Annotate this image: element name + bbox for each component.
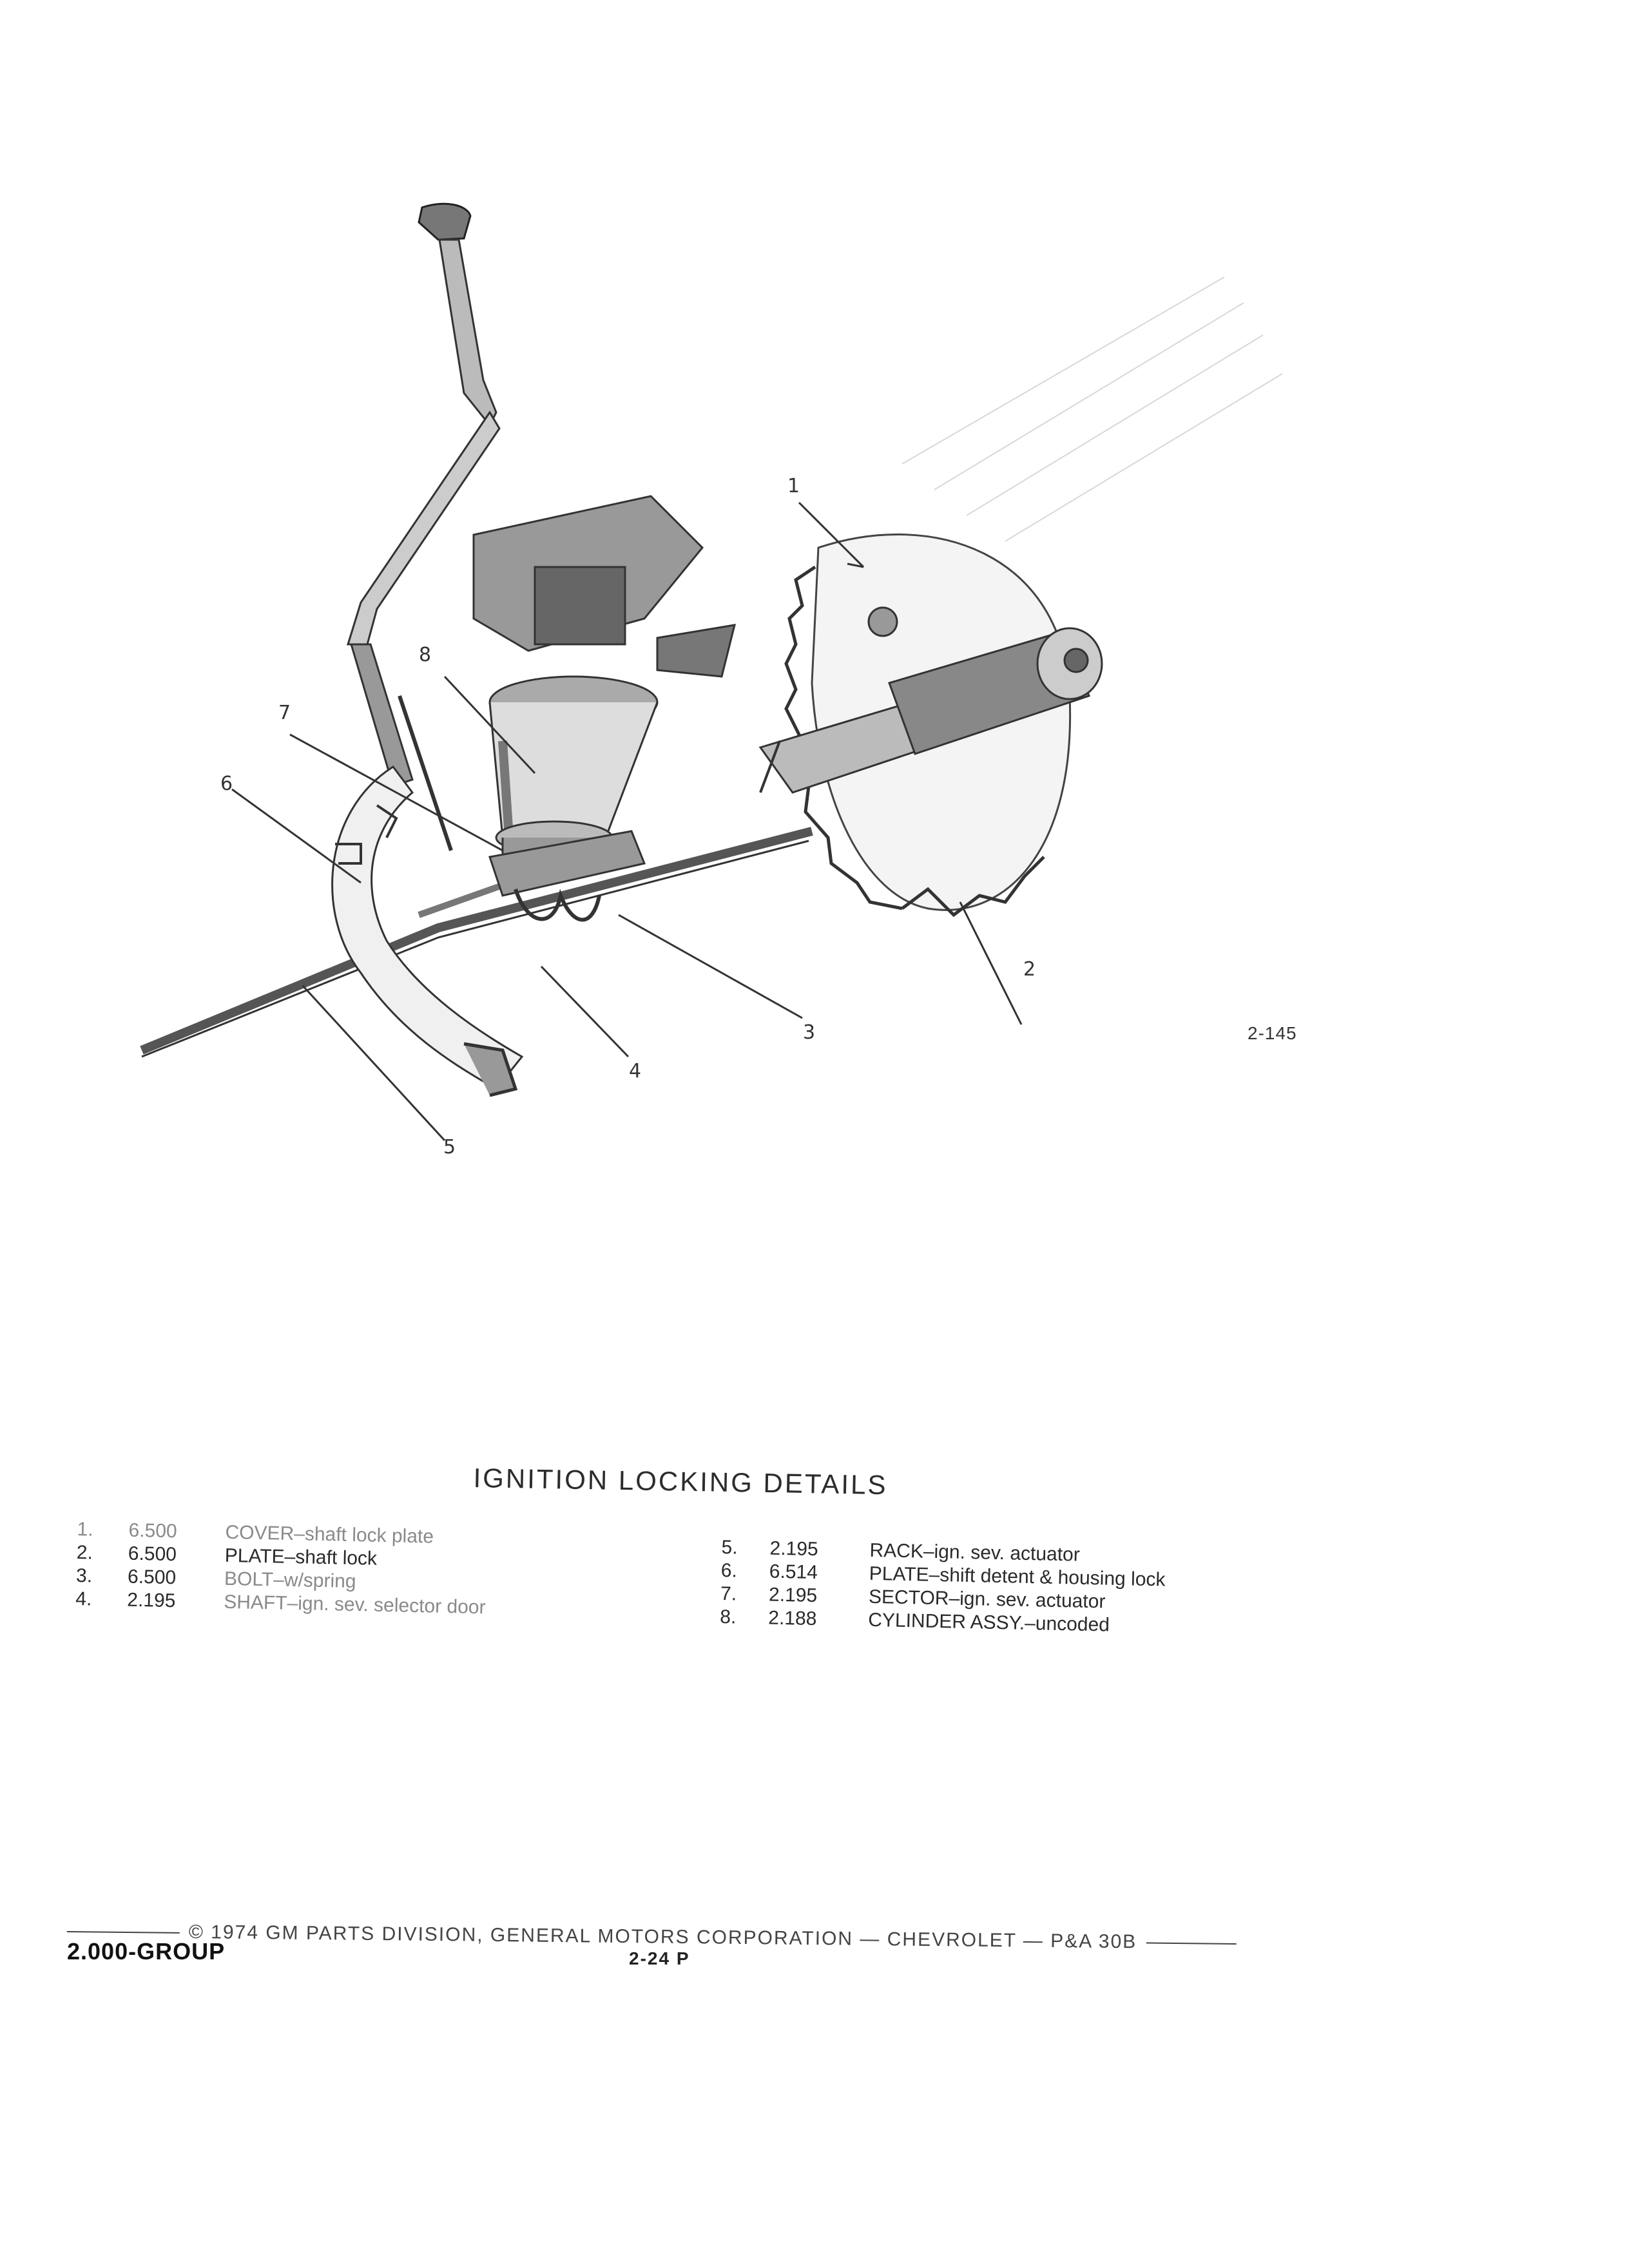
part-number: 2. xyxy=(76,1541,93,1564)
part-number: 3. xyxy=(75,1564,93,1587)
parts-list-left xyxy=(75,1518,487,1619)
part-number: 8. xyxy=(720,1606,737,1628)
figure-code: 2-145 xyxy=(1248,1023,1297,1043)
footer-rule-left xyxy=(67,1931,180,1934)
callout-8: 8 xyxy=(419,644,432,666)
part-description: PLATE–shift detent & housing lock xyxy=(869,1562,1166,1591)
part-description: SECTOR–ign. sev. actuator xyxy=(868,1586,1106,1613)
part-number: 1. xyxy=(77,1518,94,1541)
part-description: CYLINDER ASSY.–uncoded xyxy=(867,1609,1110,1636)
lock-cylinder xyxy=(474,496,735,876)
page-title: IGNITION LOCKING DETAILS xyxy=(473,1463,888,1501)
footer-group-label: 2.000-GROUP xyxy=(67,1938,226,1965)
part-description: PLATE–shaft lock xyxy=(224,1544,378,1570)
shift-lever xyxy=(348,204,499,850)
callout-1: 1 xyxy=(787,475,800,497)
part-group: 2.195 xyxy=(127,1589,176,1612)
part-group: 2.195 xyxy=(768,1584,818,1607)
callout-3: 3 xyxy=(803,1021,816,1044)
part-description: RACK–ign. sev. actuator xyxy=(869,1539,1081,1566)
part-description: SHAFT–ign. sev. selector door xyxy=(223,1591,486,1619)
part-number: 5. xyxy=(721,1536,738,1559)
actuator-rod xyxy=(142,831,812,1057)
part-number: 7. xyxy=(720,1582,737,1605)
part-group: 6.500 xyxy=(128,1542,177,1566)
callout-7: 7 xyxy=(278,702,291,724)
footer-page-number: 2-24 P xyxy=(629,1948,690,1968)
part-group: 6.514 xyxy=(769,1561,818,1584)
part-group: 2.188 xyxy=(768,1607,817,1630)
part-group: 6.500 xyxy=(127,1566,177,1589)
copyright-text: © 1974 GM PARTS DIVISION, GENERAL MOTORS CORPORATION — CHEVROLET — P&A 30B xyxy=(188,1921,1137,1953)
footer-rule-right xyxy=(1146,1943,1236,1945)
callout-4: 4 xyxy=(629,1060,642,1082)
part-group: 2.195 xyxy=(769,1537,819,1561)
part-description: COVER–shaft lock plate xyxy=(225,1521,434,1548)
part-description: BOLT–w/spring xyxy=(224,1568,356,1593)
callout-6: 6 xyxy=(220,773,233,795)
part-number: 4. xyxy=(75,1588,92,1610)
callout-5: 5 xyxy=(443,1136,456,1158)
parts-list-right xyxy=(720,1536,1166,1638)
callout-2: 2 xyxy=(1023,958,1036,981)
part-group: 6.500 xyxy=(128,1519,178,1542)
part-number: 6. xyxy=(720,1559,738,1582)
background-linework xyxy=(902,277,1282,541)
